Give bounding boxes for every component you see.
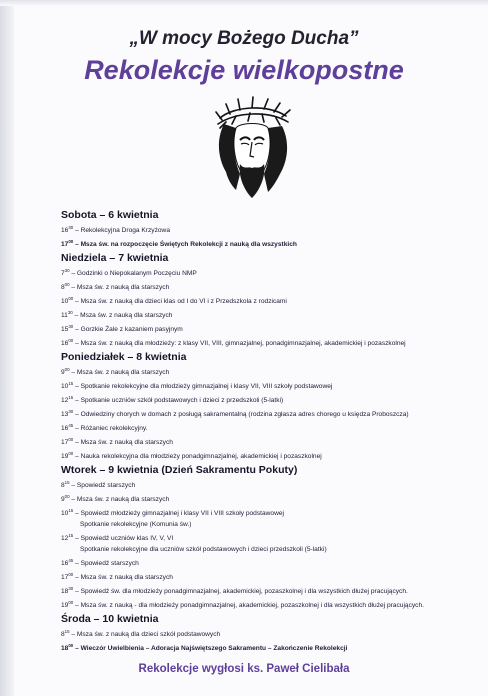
time-hour: 7	[61, 270, 65, 277]
time-hour: 10	[61, 298, 69, 305]
item-text: – Msza św. z nauką dla starszych	[69, 369, 170, 376]
item-time	[61, 588, 73, 595]
schedule-item	[61, 640, 441, 654]
item-time	[61, 645, 73, 652]
time-minutes: 45	[68, 423, 74, 428]
schedule-item	[61, 364, 441, 378]
time-minutes: 00	[68, 572, 74, 577]
schedule-item	[61, 420, 441, 434]
time-minutes: 30	[67, 310, 73, 315]
time-hour: 17	[61, 241, 69, 248]
item-time	[61, 510, 73, 517]
time-minutes: 30	[68, 225, 74, 230]
schedule-item	[61, 222, 441, 236]
item-text: – Spowiedź uczniów klas IV, V, VI	[73, 535, 174, 542]
time-minutes: 15	[68, 533, 74, 538]
schedule-item	[61, 505, 441, 519]
schedule-item	[61, 265, 441, 279]
item-time	[61, 369, 70, 376]
time-minutes: 15	[68, 395, 74, 400]
time-minutes: 00	[68, 437, 74, 442]
item-text: – Spotkanie uczniów szkół podstawowych i dzieci z przedszkoli (5-latki)	[73, 397, 284, 404]
item-time	[61, 326, 73, 333]
time-hour: 16	[61, 560, 69, 567]
time-hour: 15	[61, 326, 69, 333]
schedule-item	[61, 293, 441, 307]
time-hour: 8	[61, 631, 65, 638]
day-heading: Niedziela – 7 kwietnia	[61, 252, 169, 264]
schedule-item	[61, 544, 441, 555]
time-minutes: 45	[68, 558, 74, 563]
schedule-item	[61, 236, 441, 250]
schedule-item	[61, 279, 441, 293]
schedule-item	[61, 597, 441, 611]
time-hour: 19	[61, 453, 69, 460]
item-time	[61, 574, 73, 581]
item-time	[61, 298, 73, 305]
item-text: – Msza św. z nauką dla starszych	[73, 439, 173, 446]
schedule-item	[61, 335, 441, 349]
time-hour: 16	[61, 425, 69, 432]
schedule-item	[61, 434, 441, 448]
item-text: – Nauka rekolekcyjna dla młodzieży ponadgimnazjalnej, akademickiej i pozaszkolnej	[73, 453, 322, 460]
schedule-item	[61, 448, 441, 462]
time-minutes: 00	[68, 296, 74, 301]
schedule-item	[61, 378, 441, 392]
item-text: – Msza św. z nauką dla dzieci szkół podstawowych	[69, 631, 221, 638]
time-minutes: 00	[68, 600, 74, 605]
day-heading: Środa – 10 kwietnia	[61, 613, 159, 625]
time-minutes: 00	[68, 643, 74, 648]
time-hour: 16	[61, 227, 69, 234]
time-minutes: 00	[68, 338, 74, 343]
item-text: – Msza św. z nauką dla starszych	[73, 574, 173, 581]
item-time	[61, 397, 73, 404]
item-text: – Msza św. z nauką dla starszych	[69, 284, 170, 291]
item-text: – Spowiedź starszych	[69, 482, 136, 489]
day-heading: Wtorek – 9 kwietnia (Dzień Sakramentu Pokuty)	[61, 464, 298, 476]
time-hour: 9	[61, 496, 65, 503]
item-time	[61, 241, 73, 248]
schedule-item	[61, 406, 441, 420]
time-minutes: 30	[64, 268, 70, 273]
item-time	[61, 284, 70, 291]
item-text: – Godzinki o Niepokalanym Poczęciu NMP	[69, 270, 197, 277]
time-minutes: 15	[68, 508, 74, 513]
time-minutes: 15	[64, 629, 70, 634]
item-text: – Różaniec rekolekcyjny.	[73, 425, 148, 432]
time-hour: 17	[61, 574, 69, 581]
item-time	[61, 270, 70, 277]
item-text: Spotkanie rekolekcyjne (Komunia św.)	[80, 521, 192, 528]
item-text: – Msza św. na rozpoczęcie Świętych Rekolekcji z nauką dla wszystkich	[73, 241, 297, 248]
schedule-item	[61, 626, 441, 640]
time-hour: 19	[61, 602, 69, 609]
time-hour: 8	[61, 284, 65, 291]
christ-crown-of-thorns-icon	[206, 94, 298, 200]
item-text: – Msza św. z nauką dla młodzieży: z klasy VII, VIII, gimnazjalnej, ponadgimnazjalnej, akademickiej i pozaszkolnej	[73, 340, 406, 347]
item-time	[61, 496, 70, 503]
time-hour: 16	[61, 340, 69, 347]
time-minutes: 30	[68, 409, 74, 414]
time-minutes: 00	[64, 367, 70, 372]
item-text: – Gorzkie Żale z kazaniem pasyjnym	[73, 326, 183, 333]
schedule-item	[61, 569, 441, 583]
time-minutes: 00	[64, 494, 70, 499]
time-hour: 11	[61, 312, 68, 319]
item-time	[61, 383, 73, 390]
time-hour: 18	[61, 645, 69, 652]
item-time	[61, 631, 70, 638]
schedule-item	[61, 519, 441, 530]
day-heading: Poniedziałek – 8 kwietnia	[61, 351, 187, 363]
item-time	[61, 411, 73, 418]
time-minutes: 00	[68, 451, 74, 456]
schedule	[61, 207, 441, 654]
paper-edge-shadow	[0, 0, 14, 696]
time-hour: 18	[61, 588, 69, 595]
time-minutes: 15	[64, 480, 70, 485]
item-text: Spotkanie rekolekcyjne dla uczniów szkół podstawowych i dzieci przedszkoli (5-latki)	[80, 546, 327, 553]
time-hour: 9	[61, 369, 65, 376]
time-hour: 10	[61, 510, 69, 517]
item-text: – Rekolekcyjna Droga Krzyżowa	[73, 227, 170, 234]
time-hour: 12	[61, 535, 69, 542]
poster-subtitle: „W mocy Bożego Ducha”	[129, 28, 359, 49]
time-hour: 10	[61, 383, 69, 390]
day-heading: Sobota – 6 kwietnia	[61, 209, 159, 221]
time-hour: 13	[61, 411, 69, 418]
item-time	[61, 425, 73, 432]
time-minutes: 00	[64, 282, 70, 287]
item-time	[61, 535, 73, 542]
item-time	[61, 340, 73, 347]
item-text: – Spowiedź starszych	[73, 560, 139, 567]
item-text: – Spotkanie rekolekcyjne dla młodzieży gimnazjalnej i klasy VII, VIII szkoły podstawowej	[73, 383, 333, 390]
time-minutes: 00	[68, 239, 74, 244]
item-time	[61, 482, 70, 489]
schedule-item	[61, 321, 441, 335]
schedule-item	[61, 491, 441, 505]
item-text: – Wieczór Uwielbienia – Adoracja Najświętszego Sakramentu – Zakończenie Rekolekcji	[73, 645, 348, 652]
item-time	[61, 227, 73, 234]
item-time	[61, 453, 73, 460]
item-time	[61, 602, 73, 609]
item-time	[61, 439, 73, 446]
item-text: – Msza św. z nauką dla dzieci klas od I do VI i z Przedszkola z rodzicami	[73, 298, 287, 305]
schedule-item	[61, 530, 441, 544]
item-time	[61, 312, 73, 319]
paper-top-shadow	[0, 0, 488, 6]
item-text: – Odwiedziny chorych w domach z posługą sakramentalną (rodzina zgłasza adres chorego u księdza Proboszcza)	[73, 411, 409, 418]
time-hour: 12	[61, 397, 69, 404]
time-minutes: 30	[68, 586, 74, 591]
preacher-footer: Rekolekcje wygłosi ks. Paweł Cielibała	[138, 663, 350, 675]
item-time	[61, 560, 73, 567]
item-text: – Msza św. z nauką - dla młodzieży ponadgimnazjalnej, akademickiej, pozaszkolnej i dla wszystkich dłużej pracujących.	[73, 602, 424, 609]
schedule-item	[61, 392, 441, 406]
time-minutes: 30	[68, 324, 74, 329]
item-text: – Msza św. z nauką dla starszych	[69, 496, 170, 503]
schedule-item	[61, 477, 441, 491]
schedule-item	[61, 583, 441, 597]
time-hour: 17	[61, 439, 69, 446]
item-text: – Msza św. z nauką dla starszych	[72, 312, 173, 319]
time-minutes: 15	[68, 381, 74, 386]
item-text: – Spowiedź św. dla młodzieży ponadgimnazjalnej, akademickiej, pozaszkolnej i dla wszystkich dłużej pracujących.	[73, 588, 408, 595]
poster-title: Rekolekcje wielkopostne	[84, 55, 404, 85]
item-text: – Spowiedź młodzieży gimnazjalnej i klasy VII i VIII szkoły podstawowej	[73, 510, 284, 517]
schedule-item	[61, 555, 441, 569]
time-hour: 8	[61, 482, 65, 489]
schedule-item	[61, 307, 441, 321]
